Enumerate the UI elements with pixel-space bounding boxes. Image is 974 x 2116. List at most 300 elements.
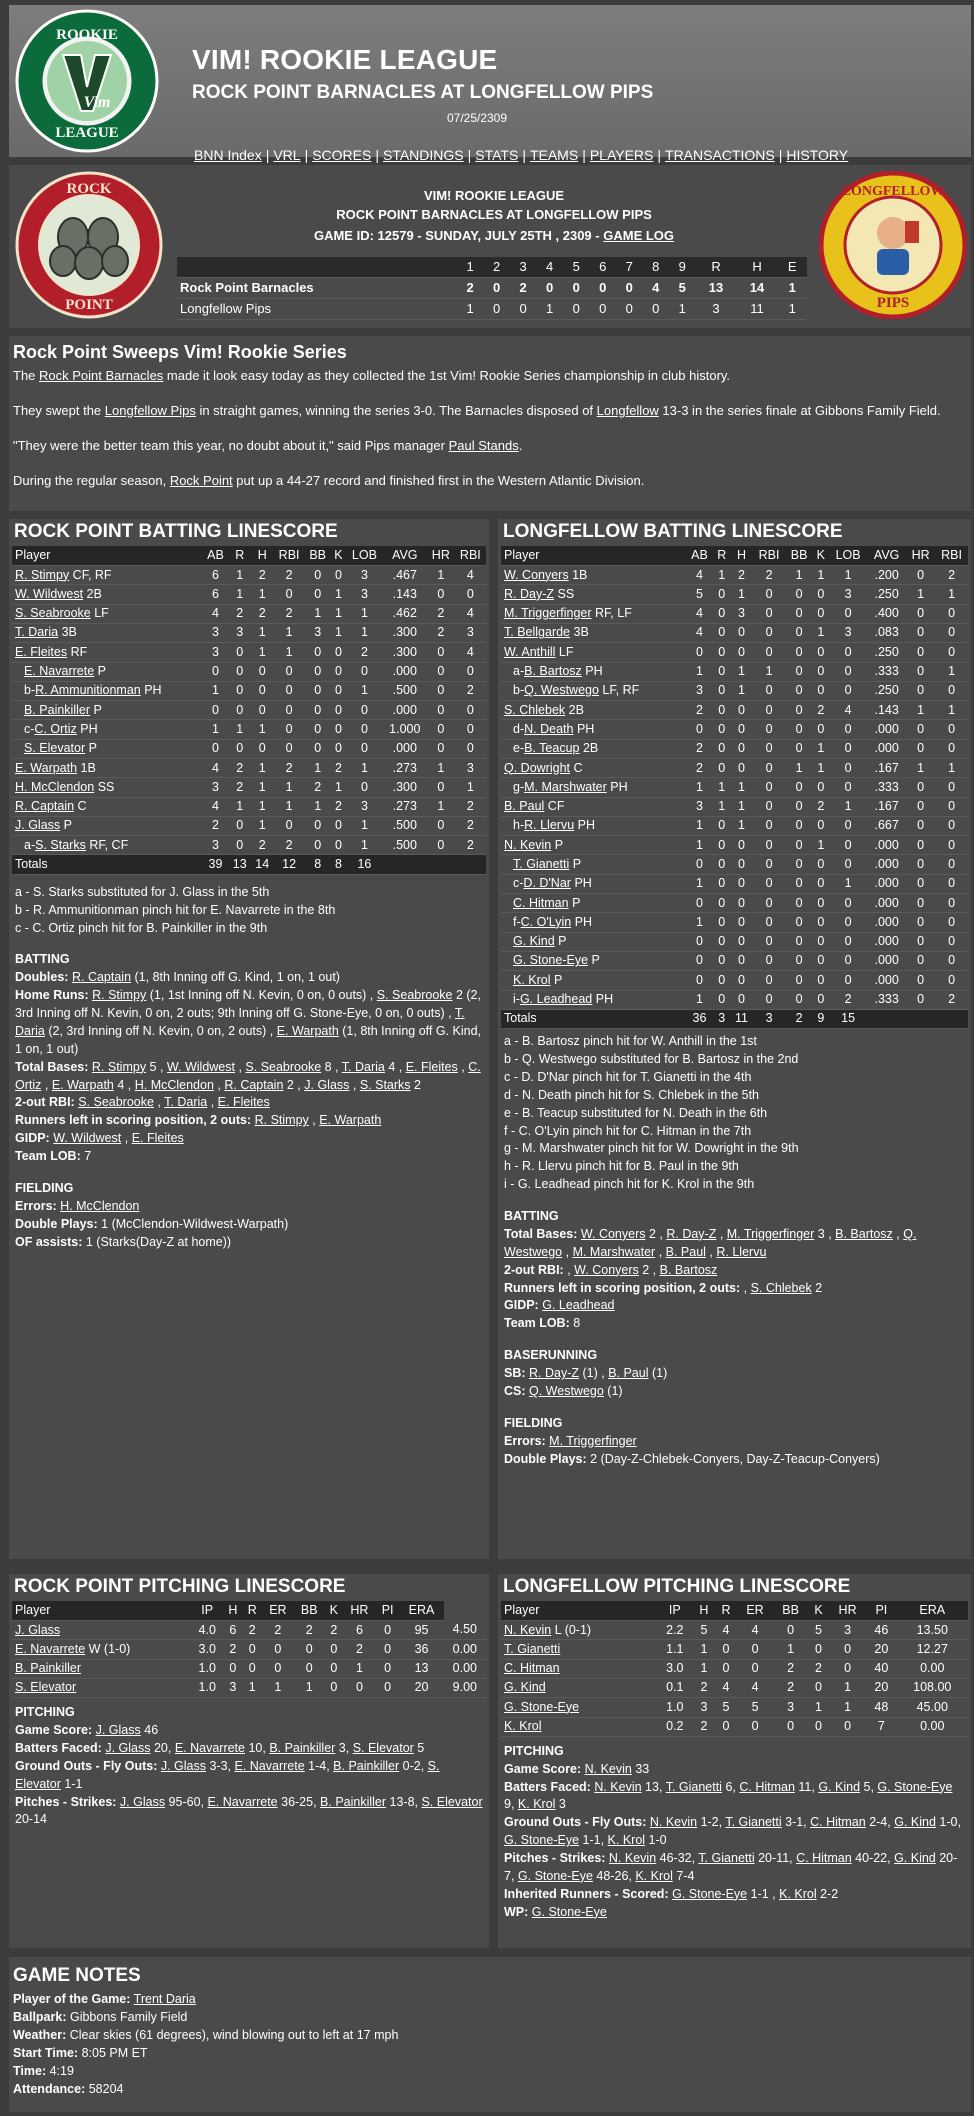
player-link[interactable]: G. Kind xyxy=(894,1851,936,1866)
player-link[interactable]: G. Stone-Eye xyxy=(513,953,589,968)
player-link[interactable]: E. Navarrete xyxy=(234,1758,305,1773)
pitcher-cell xyxy=(12,1640,191,1659)
player-link[interactable]: G. Leadhead xyxy=(519,992,593,1007)
nav-stats[interactable]: STATS xyxy=(475,147,519,163)
stat-cell: 0 xyxy=(346,701,382,720)
player-link[interactable]: N. Kevin xyxy=(584,1761,632,1776)
stat-cell: 1 xyxy=(228,797,251,816)
stat-cell: 1 xyxy=(455,778,486,797)
stat-cell: 3 xyxy=(203,778,229,797)
player-position: PH xyxy=(577,818,596,833)
story-text: The xyxy=(13,367,40,383)
table-row xyxy=(12,816,486,835)
player-link[interactable]: R. Day-Z xyxy=(529,1366,580,1381)
column-header: H xyxy=(730,546,752,565)
player-link[interactable]: C. Hitman xyxy=(810,1815,866,1830)
pitcher-link[interactable]: B. Painkiller xyxy=(15,1661,81,1676)
nav-standings[interactable]: STANDINGS xyxy=(382,147,464,163)
stat-cell: 0 xyxy=(713,662,730,681)
totals-cell: 14 xyxy=(251,855,274,874)
stat-cell: .333 xyxy=(867,778,906,797)
player-link[interactable]: S. Seabrooke xyxy=(15,606,91,621)
pitcher-link[interactable]: E. Navarrete xyxy=(15,1641,86,1656)
game-story xyxy=(9,336,971,511)
stat-cell: 2 xyxy=(346,643,382,662)
player-link[interactable]: M. Marshwater xyxy=(572,1244,656,1259)
table-row xyxy=(501,816,968,835)
stat-cell: 7 xyxy=(866,1717,896,1736)
player-cell xyxy=(12,643,203,662)
player-link[interactable]: T. Daria xyxy=(15,1006,465,1038)
player-cell xyxy=(12,720,203,739)
stat-cell: 0 xyxy=(713,643,730,662)
stat-cell: 0 xyxy=(906,836,935,855)
stat-cell: 1 xyxy=(813,623,829,642)
game-log-link[interactable]: GAME LOG xyxy=(603,228,675,243)
player-link[interactable]: C. Hitman xyxy=(739,1779,795,1794)
stat-cell: 0 xyxy=(294,1640,325,1659)
gidp-line xyxy=(504,1297,965,1315)
column-header: ER xyxy=(737,1601,773,1620)
line-label: Double Plays: xyxy=(504,1451,587,1466)
line-text: 20-14 xyxy=(15,1812,47,1827)
player-link[interactable]: C. O'Lyin xyxy=(520,914,572,929)
player-link[interactable]: S. Starks xyxy=(35,837,86,852)
player-link[interactable]: E. Warpath xyxy=(276,1023,339,1038)
sub-prefix: b- xyxy=(24,683,36,698)
player-link[interactable]: G. Stone-Eye xyxy=(531,1904,607,1919)
stat-cell: 95 xyxy=(399,1621,443,1640)
line-text: (1) xyxy=(648,1366,668,1381)
player-link[interactable]: S. Elevator xyxy=(24,741,86,756)
player-link[interactable]: J. Glass xyxy=(119,1794,166,1809)
line-label: Weather: xyxy=(13,2027,67,2042)
stat-cell: 2 xyxy=(455,797,486,816)
player-link[interactable]: K. Krol xyxy=(779,1886,817,1901)
pitcher-link[interactable]: K. Krol xyxy=(504,1719,542,1734)
player-link[interactable]: R. Stimpy xyxy=(91,1059,147,1074)
line-label: Team LOB: xyxy=(15,1149,81,1164)
player-link[interactable]: K. Krol xyxy=(607,1833,646,1848)
pitcher-link[interactable]: S. Elevator xyxy=(15,1680,77,1695)
stat-cell: 0 xyxy=(427,662,455,681)
player-link[interactable]: T. Daria xyxy=(341,1059,385,1074)
nav-scores[interactable]: SCORES xyxy=(312,147,372,163)
player-link[interactable]: D. D'Nar xyxy=(523,876,571,891)
player-link[interactable]: Q. Westwego xyxy=(529,1383,604,1398)
longfellow-pitching-table xyxy=(501,1601,968,1737)
longfellow-batting-panel xyxy=(498,519,971,1559)
column-header: RBI xyxy=(273,546,304,565)
linescore-cell: 13 xyxy=(696,277,737,298)
stat-cell: 1 xyxy=(730,778,752,797)
stat-cell: 0 xyxy=(273,662,304,681)
stat-cell: 0 xyxy=(813,720,829,739)
stat-cell: 0 xyxy=(251,681,274,700)
player-link[interactable]: N. Kevin xyxy=(504,837,552,852)
stat-cell: 4 xyxy=(686,623,713,642)
stat-cell: 2 xyxy=(243,1621,262,1640)
sub-prefix: i- xyxy=(513,992,520,1007)
line-text: 10, xyxy=(244,1740,270,1755)
stat-cell: 0 xyxy=(305,701,331,720)
stat-cell: 0 xyxy=(251,701,274,720)
player-link[interactable]: R. Captain xyxy=(71,970,132,985)
line-text: , xyxy=(743,1280,751,1295)
player-link[interactable]: Q. Westwego xyxy=(504,1226,917,1259)
player-link[interactable]: T. Gianetti xyxy=(725,1815,782,1830)
player-link[interactable]: Q. Westwego xyxy=(524,683,599,698)
stat-cell: 3 xyxy=(773,1698,808,1717)
player-link[interactable]: W. Anthill xyxy=(504,644,556,659)
story-link-longfellow[interactable]: Longfellow xyxy=(596,402,659,418)
stat-cell: 0 xyxy=(829,836,867,855)
player-link[interactable]: Q. Dowright xyxy=(504,760,570,775)
stat-cell: 1 xyxy=(251,720,274,739)
nav-teams[interactable]: TEAMS xyxy=(529,147,579,163)
line-text: 8:05 PM ET xyxy=(81,2045,148,2060)
totals-row xyxy=(501,1009,968,1028)
stat-cell: 0 xyxy=(753,720,786,739)
line-label: GIDP: xyxy=(15,1131,50,1146)
pitcher-cell xyxy=(12,1621,191,1640)
player-link[interactable]: W. Wildwest xyxy=(53,1131,122,1146)
player-cell xyxy=(501,720,686,739)
pitcher-link[interactable]: C. Hitman xyxy=(504,1661,560,1676)
line-text: 2 , xyxy=(283,1077,305,1092)
player-link[interactable]: N. Kevin xyxy=(649,1815,698,1830)
player-link[interactable]: S. Starks xyxy=(359,1077,411,1092)
player-link[interactable]: S. Elevator xyxy=(15,1758,440,1791)
stat-cell: 2 xyxy=(686,739,713,758)
rookie-league-logo[interactable] xyxy=(15,9,159,153)
player-link[interactable]: R. Stimpy xyxy=(254,1113,309,1128)
stat-cell: 0 xyxy=(829,643,867,662)
line-text: 3-3, xyxy=(206,1758,235,1773)
stat-cell: 0 xyxy=(730,643,752,662)
player-link[interactable]: T. Daria xyxy=(15,625,59,640)
column-header: AB xyxy=(686,546,713,565)
player-link[interactable]: B. Bartosz xyxy=(659,1262,718,1277)
player-link[interactable]: S. Elevator xyxy=(421,1794,483,1809)
nav-transactions[interactable]: TRANSACTIONS xyxy=(665,147,775,163)
longfellow-pitching-panel xyxy=(498,1574,971,1948)
player-link[interactable]: E. Warpath xyxy=(319,1113,382,1128)
player-link[interactable]: N. Kevin xyxy=(608,1851,657,1866)
player-link[interactable]: H. McClendon xyxy=(134,1077,214,1092)
column-header: BB xyxy=(305,546,331,565)
player-link[interactable]: G. Stone-Eye xyxy=(504,1833,580,1848)
stat-cell: 0 xyxy=(906,874,935,893)
stat-cell: 1 xyxy=(906,701,935,720)
player-link[interactable]: G. Stone-Eye xyxy=(877,1779,953,1794)
player-link[interactable]: N. Death xyxy=(524,721,574,736)
player-link[interactable]: B. Paul xyxy=(665,1244,706,1259)
stat-cell: 0 xyxy=(455,585,486,604)
player-link[interactable]: C. Hitman xyxy=(796,1851,852,1866)
player-link[interactable]: T. Bellgarde xyxy=(504,625,571,640)
line-text: , xyxy=(207,1095,218,1110)
player-link[interactable]: R. Llervu xyxy=(524,818,575,833)
player-link[interactable]: G. Stone-Eye xyxy=(517,1868,593,1883)
stat-cell: 4 xyxy=(203,797,229,816)
player-link[interactable]: M. Triggerfinger xyxy=(504,606,592,621)
player-link[interactable]: K. Krol xyxy=(513,972,551,987)
rock-point-pitching-panel xyxy=(9,1574,489,1948)
player-link[interactable]: J. Glass xyxy=(304,1077,350,1092)
site-subtitle: ROCK POINT BARNACLES AT LONGFELLOW PIPS xyxy=(192,82,654,103)
player-link[interactable]: W. Wildwest xyxy=(15,586,84,601)
stat-cell: 0 xyxy=(713,623,730,642)
stat-cell: 0 xyxy=(273,816,304,835)
player-link[interactable]: T. Gianetti xyxy=(513,856,570,871)
player-link[interactable]: E. Fleites xyxy=(131,1131,184,1146)
player-link[interactable]: C. Hitman xyxy=(513,895,569,910)
player-link[interactable]: J. Glass xyxy=(95,1723,141,1738)
player-link[interactable]: K. Krol xyxy=(517,1797,556,1812)
stat-cell: 0 xyxy=(730,990,752,1009)
player-link[interactable]: T. Daria xyxy=(164,1095,208,1110)
player-link[interactable]: B. Bartosz xyxy=(835,1226,893,1241)
stat-cell: 3 xyxy=(829,585,867,604)
player-position: LF xyxy=(558,644,574,659)
player-link[interactable]: J. Glass xyxy=(160,1758,206,1773)
player-link[interactable]: E. Fleites xyxy=(217,1095,270,1110)
nav-vrl[interactable]: VRL xyxy=(273,147,301,163)
player-link[interactable]: G. Leadhead xyxy=(542,1298,615,1313)
player-link[interactable]: B. Painkiller xyxy=(24,702,90,717)
story-link-paul-stands[interactable]: Paul Stands xyxy=(448,437,519,453)
player-link[interactable]: M. Marshwater xyxy=(524,779,607,794)
game-info xyxy=(179,227,809,245)
stat-cell: 0 xyxy=(785,874,812,893)
stat-cell: 9.00 xyxy=(444,1678,486,1697)
player-link[interactable]: E. Fleites xyxy=(405,1059,458,1074)
stat-cell: 3 xyxy=(686,681,713,700)
stat-cell: 2 xyxy=(455,681,486,700)
player-link[interactable]: B. Painkiller xyxy=(333,1758,400,1773)
stat-cell: 0 xyxy=(427,681,455,700)
player-link[interactable]: R. Ammunitionman xyxy=(35,683,141,698)
rock-point-logo[interactable] xyxy=(15,171,163,319)
column-header: PI xyxy=(376,1601,400,1620)
line-text: 1-4, xyxy=(304,1758,334,1773)
stat-cell: 1 xyxy=(935,758,968,777)
longfellow-logo[interactable] xyxy=(819,171,967,319)
totals-cell: 3 xyxy=(753,1009,786,1028)
column-header: HR xyxy=(906,546,935,565)
stat-cell: 46 xyxy=(866,1621,896,1640)
table-row xyxy=(501,739,968,758)
player-link[interactable]: H. McClendon xyxy=(60,1198,140,1213)
line-text: 5, xyxy=(860,1779,878,1794)
line-text: Gibbons Family Field xyxy=(69,2010,188,2025)
stat-cell: 4 xyxy=(203,604,229,623)
stat-cell: 2 xyxy=(730,566,752,585)
player-link[interactable]: S. Elevator xyxy=(352,1740,414,1755)
line-label: 2-out RBI: xyxy=(15,1095,75,1110)
game-notes-title: GAME NOTES xyxy=(13,1965,141,1986)
player-link[interactable]: B. Paul xyxy=(504,799,545,814)
stat-cell: 2 xyxy=(251,836,274,855)
stat-cell: 1 xyxy=(906,585,935,604)
player-link[interactable]: C. Ortiz xyxy=(15,1059,481,1092)
player-link[interactable]: E. Warpath xyxy=(15,760,78,775)
stat-cell: 0 xyxy=(906,739,935,758)
player-link[interactable]: E. Navarrete xyxy=(207,1794,278,1809)
double-plays-line xyxy=(15,1216,483,1234)
player-link[interactable]: E. Fleites xyxy=(15,644,68,659)
team-lob-line xyxy=(504,1315,965,1333)
player-link[interactable]: W. Conyers xyxy=(504,567,569,582)
stat-cell: 0 xyxy=(753,836,786,855)
player-link[interactable]: W. Wildwest xyxy=(166,1059,235,1074)
player-cell xyxy=(501,585,686,604)
table-row xyxy=(501,681,968,700)
stat-cell: 2 xyxy=(228,604,251,623)
player-link[interactable]: G. Kind xyxy=(894,1815,936,1830)
player-link[interactable]: S. Chlebek xyxy=(750,1280,812,1295)
table-row xyxy=(501,585,968,604)
substitution-note: a - B. Bartosz pinch hit for W. Anthill in the 1st xyxy=(504,1034,757,1049)
story-link-rock-point[interactable]: Rock Point xyxy=(169,472,233,488)
stat-cell: 0 xyxy=(730,894,752,913)
player-link[interactable]: R. Stimpy xyxy=(92,988,147,1003)
stat-cell: 0 xyxy=(228,662,251,681)
table-row xyxy=(12,701,486,720)
player-link[interactable]: R. Day-Z xyxy=(666,1226,717,1241)
pitcher-link[interactable]: G. Stone-Eye xyxy=(504,1699,580,1714)
story-link-rock-point-barnacles[interactable]: Rock Point Barnacles xyxy=(39,367,164,383)
pitcher-link[interactable]: T. Gianetti xyxy=(504,1641,561,1656)
column-header: IP xyxy=(191,1601,223,1620)
player-link[interactable]: J. Glass xyxy=(105,1740,151,1755)
player-link[interactable]: Trent Daria xyxy=(133,1992,196,2007)
stat-cell: 40 xyxy=(866,1659,896,1678)
stat-cell: .462 xyxy=(383,604,427,623)
player-link[interactable]: W. Conyers xyxy=(574,1262,639,1277)
player-link[interactable]: M. Triggerfinger xyxy=(549,1433,637,1448)
weather-line xyxy=(13,2027,967,2045)
player-link[interactable]: T. Gianetti xyxy=(698,1851,755,1866)
stat-cell: 1 xyxy=(346,681,382,700)
player-link[interactable]: S. Seabrooke xyxy=(78,1095,154,1110)
player-link[interactable]: E. Navarrete xyxy=(174,1740,245,1755)
player-link[interactable]: W. Conyers xyxy=(580,1226,646,1241)
line-text: 5 , xyxy=(146,1059,167,1074)
player-link[interactable]: T. Gianetti xyxy=(665,1779,722,1794)
player-link[interactable]: G. Stone-Eye xyxy=(672,1886,748,1901)
stat-cell: 0 xyxy=(713,604,730,623)
stat-cell: 4 xyxy=(455,566,486,585)
column-header: RBI xyxy=(753,546,786,565)
player-link[interactable]: S. Seabrooke xyxy=(376,988,453,1003)
player-link[interactable]: B. Teacup xyxy=(524,741,580,756)
totals-cell: 11 xyxy=(730,1009,752,1028)
player-link[interactable]: G. Kind xyxy=(818,1779,861,1794)
player-link[interactable]: G. Kind xyxy=(513,934,555,949)
stat-cell: 0 xyxy=(906,855,935,874)
player-link[interactable]: M. Triggerfinger xyxy=(726,1226,815,1241)
substitution-note: i - G. Leadhead pinch hit for K. Krol in the 9th xyxy=(504,1177,755,1192)
player-link[interactable]: R. Captain xyxy=(224,1077,284,1092)
player-link[interactable]: B. Paul xyxy=(608,1366,649,1381)
linescore-cell: 2 xyxy=(510,277,537,298)
stat-cell: 2 xyxy=(686,701,713,720)
pitcher-cell xyxy=(501,1659,657,1678)
stat-cell: 2 xyxy=(829,990,867,1009)
stat-cell: 0 xyxy=(294,1659,325,1678)
nav-history[interactable]: HISTORY xyxy=(786,147,849,163)
player-link[interactable]: E. Warpath xyxy=(51,1077,114,1092)
line-label: Doubles: xyxy=(15,970,69,985)
stat-cell: 0 xyxy=(203,701,229,720)
stat-cell: 0 xyxy=(829,951,867,970)
player-link[interactable]: R. Captain xyxy=(15,799,75,814)
stat-cell: 1 xyxy=(713,566,730,585)
player-link[interactable]: S. Seabrooke xyxy=(245,1059,322,1074)
player-link[interactable]: S. Chlebek xyxy=(504,702,566,717)
player-link[interactable]: B. Painkiller xyxy=(320,1794,387,1809)
stat-cell: 0 xyxy=(829,604,867,623)
pitcher-cell xyxy=(501,1717,657,1736)
player-link[interactable]: J. Glass xyxy=(15,818,61,833)
stat-cell: 0 xyxy=(785,797,812,816)
stat-cell: 0 xyxy=(228,681,251,700)
table-row xyxy=(12,739,486,758)
stat-cell: 2 xyxy=(223,1640,242,1659)
player-link[interactable]: B. Painkiller xyxy=(269,1740,336,1755)
totals-cell: 39 xyxy=(203,855,229,874)
stat-cell: 0 xyxy=(935,681,968,700)
pitcher-link[interactable]: N. Kevin xyxy=(504,1622,552,1637)
stolen-bases-line xyxy=(504,1365,965,1383)
stat-cell: 5 xyxy=(693,1621,715,1640)
nav-players[interactable]: PLAYERS xyxy=(589,147,654,163)
player-link[interactable]: C. Ortiz xyxy=(34,721,77,736)
player-link[interactable]: R. Stimpy xyxy=(15,567,70,582)
player-cell xyxy=(12,623,203,642)
pitcher-link[interactable]: J. Glass xyxy=(15,1622,61,1637)
player-link[interactable]: K. Krol xyxy=(635,1868,673,1883)
pitcher-cell xyxy=(501,1640,657,1659)
sub-prefix: c- xyxy=(513,876,524,891)
pitching-section-title: PITCHING xyxy=(504,1743,564,1758)
player-cell xyxy=(12,604,203,623)
risp-line xyxy=(504,1280,965,1298)
stat-cell: 2 xyxy=(273,566,304,585)
line-text: , xyxy=(153,1095,165,1110)
player-link[interactable]: R. Day-Z xyxy=(504,586,554,601)
stat-cell: 2 xyxy=(331,797,347,816)
line-label: Home Runs: xyxy=(15,988,89,1003)
stat-cell: 0 xyxy=(906,990,935,1009)
nav-bnn-index[interactable]: BNN Index xyxy=(194,147,262,163)
player-link[interactable]: H. McClendon xyxy=(15,779,95,794)
rock-logo-text-bottom: POINT xyxy=(65,297,113,313)
player-link[interactable]: R. Llervu xyxy=(716,1244,767,1259)
story-link-longfellow-pips[interactable]: Longfellow Pips xyxy=(104,402,196,418)
stat-cell: 0 xyxy=(906,913,935,932)
player-link[interactable]: E. Navarrete xyxy=(24,664,95,679)
linescore-cell: 0 xyxy=(616,298,643,319)
player-link[interactable]: N. Kevin xyxy=(594,1779,642,1794)
stat-cell: 2.2 xyxy=(657,1621,693,1640)
player-link[interactable]: B. Bartosz xyxy=(524,664,582,679)
pitcher-link[interactable]: G. Kind xyxy=(504,1680,546,1695)
stat-cell: 1 xyxy=(228,720,251,739)
line-text: , xyxy=(655,1244,666,1259)
